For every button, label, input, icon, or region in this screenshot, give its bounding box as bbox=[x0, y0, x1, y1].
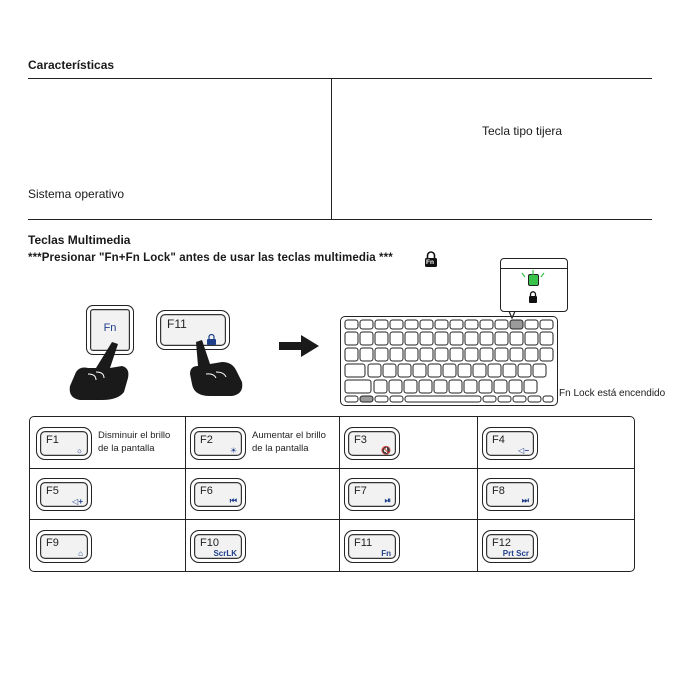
keyboard-key bbox=[488, 364, 501, 377]
keyboard-key bbox=[465, 332, 478, 345]
fn-lock-icon bbox=[424, 251, 438, 267]
brightness-down-icon: ☼ bbox=[75, 446, 83, 455]
keyboard-key bbox=[368, 364, 381, 377]
function-key-label: F8 bbox=[492, 485, 505, 497]
function-key-f12 bbox=[482, 530, 538, 563]
keyboard-key bbox=[345, 380, 371, 393]
keyboard-key bbox=[543, 396, 553, 402]
function-key-label: F10 bbox=[200, 537, 219, 549]
specs-top-rule bbox=[28, 78, 652, 79]
function-key-label: F4 bbox=[492, 434, 505, 446]
keyboard-key bbox=[405, 320, 418, 329]
keyboard-key bbox=[375, 396, 388, 402]
volume-up-icon: ◁+ bbox=[72, 497, 83, 506]
specs-title: Características bbox=[28, 58, 115, 72]
keyboard-key bbox=[428, 364, 441, 377]
brightness-up-icon: ☀ bbox=[229, 446, 237, 455]
keyboard-key bbox=[405, 348, 418, 361]
keyboard-key bbox=[495, 332, 508, 345]
keyboard-key bbox=[345, 364, 365, 377]
keyboard-key bbox=[435, 332, 448, 345]
function-key-f10 bbox=[190, 530, 246, 563]
keyboard-key bbox=[518, 364, 531, 377]
keyboard-key bbox=[513, 396, 526, 402]
keyboard-key bbox=[374, 380, 387, 393]
next-track-icon: ⏭ bbox=[521, 496, 529, 505]
keyboard-key bbox=[443, 364, 456, 377]
spec-label-os: Sistema operativo bbox=[28, 187, 125, 201]
keyboard-key bbox=[390, 396, 403, 402]
keyboard-key bbox=[498, 396, 511, 402]
keyboard-key bbox=[483, 396, 496, 402]
keyboard-key bbox=[533, 364, 546, 377]
keyboard-key bbox=[503, 364, 516, 377]
pressing-hand-icon bbox=[66, 340, 136, 402]
function-key-f2 bbox=[190, 427, 246, 460]
keyboard-key bbox=[473, 364, 486, 377]
function-key-f7 bbox=[344, 478, 400, 511]
mute-icon: 🔇 bbox=[381, 446, 391, 455]
function-key-f8 bbox=[482, 478, 538, 511]
function-key-label: F11 bbox=[354, 537, 373, 549]
keyboard-key bbox=[480, 320, 493, 329]
pressing-hand-icon bbox=[186, 340, 248, 398]
keyboard-key bbox=[510, 332, 523, 345]
fn-lock-on-caption: Fn Lock está encendido bbox=[559, 388, 666, 399]
keyboard-key bbox=[528, 396, 541, 402]
keyboard-key bbox=[360, 332, 373, 345]
keyboard-key bbox=[375, 332, 388, 345]
keyboard-key bbox=[494, 380, 507, 393]
keyboard-key bbox=[540, 320, 553, 329]
function-key-label: F12 bbox=[492, 537, 511, 549]
keyboard-key bbox=[413, 364, 426, 377]
lock-icon bbox=[528, 291, 538, 303]
keyboard-illustration bbox=[340, 316, 558, 406]
keyboard-key bbox=[390, 348, 403, 361]
specs-bottom-rule bbox=[28, 219, 652, 220]
keyboard-key bbox=[420, 320, 433, 329]
fn-lock-icon-label: Fn bbox=[426, 258, 434, 266]
keyboard-key bbox=[389, 380, 402, 393]
volume-down-icon: ◁− bbox=[518, 446, 529, 455]
keyboard-key bbox=[510, 348, 523, 361]
keyboard-key bbox=[360, 320, 373, 329]
keyboard-key bbox=[480, 348, 493, 361]
keyboard-key bbox=[540, 348, 553, 361]
keyboard-key bbox=[449, 380, 462, 393]
multimedia-instruction: ***Presionar "Fn+Fn Lock" antes de usar las teclas multimedia *** bbox=[28, 252, 393, 264]
keyboard-key bbox=[435, 348, 448, 361]
keyboard-key bbox=[525, 332, 538, 345]
keyboard-key bbox=[465, 348, 478, 361]
description-line: de la pantalla bbox=[252, 443, 309, 454]
keyboard-key bbox=[383, 364, 396, 377]
description-line: de la pantalla bbox=[98, 443, 155, 454]
keyboard-key bbox=[420, 348, 433, 361]
keyboard-key bbox=[405, 396, 481, 402]
keyboard-keys bbox=[341, 317, 557, 405]
keyboard-key bbox=[375, 348, 388, 361]
function-key-f4 bbox=[482, 427, 538, 460]
function-key-f6 bbox=[190, 478, 246, 511]
keyboard-key bbox=[495, 320, 508, 329]
glow-lines-icon bbox=[519, 269, 547, 279]
fn-lock-icon: Fn bbox=[381, 549, 391, 558]
keyboard-key bbox=[398, 364, 411, 377]
fn-key-label: Fn bbox=[103, 322, 117, 334]
keyboard-key bbox=[450, 332, 463, 345]
keyboard-key bbox=[390, 320, 403, 329]
keyboard-key bbox=[525, 348, 538, 361]
play-pause-icon: ⏯ bbox=[384, 496, 391, 505]
keyboard-key bbox=[495, 348, 508, 361]
function-key-f5 bbox=[36, 478, 92, 511]
keyboard-key bbox=[450, 348, 463, 361]
function-key-table bbox=[29, 416, 635, 572]
previous-track-icon: ⏮ bbox=[229, 496, 237, 505]
keyboard-key bbox=[435, 320, 448, 329]
specs-column-divider bbox=[331, 78, 332, 219]
multimedia-title: Teclas Multimedia bbox=[28, 233, 131, 247]
function-key-description bbox=[252, 429, 326, 455]
keyboard-key bbox=[464, 380, 477, 393]
keyboard-key bbox=[450, 320, 463, 329]
function-key-label: F9 bbox=[46, 537, 59, 549]
function-key-label: F2 bbox=[200, 434, 213, 446]
keyboard-key bbox=[525, 320, 538, 329]
keyboard-key bbox=[375, 320, 388, 329]
scroll-lock-icon: ScrLK bbox=[213, 549, 237, 558]
keyboard-key bbox=[345, 348, 358, 361]
keyboard-key bbox=[509, 380, 522, 393]
function-key-f9 bbox=[36, 530, 92, 563]
spec-value-key-type: Tecla tipo tijera bbox=[482, 124, 563, 138]
print-screen-icon: Prt Scr bbox=[502, 549, 529, 558]
function-key-label: F7 bbox=[354, 485, 367, 497]
keyboard-key bbox=[345, 332, 358, 345]
function-key-label: F1 bbox=[46, 434, 59, 446]
keyboard-key bbox=[345, 320, 358, 329]
fn-lock-key-highlight bbox=[510, 320, 523, 329]
function-key-f3 bbox=[344, 427, 400, 460]
keyboard-key bbox=[405, 332, 418, 345]
keyboard-key bbox=[345, 396, 358, 402]
arrow-right-icon bbox=[279, 335, 319, 357]
function-key-f1 bbox=[36, 427, 92, 460]
fn-lock-indicator-callout bbox=[500, 258, 568, 312]
keyboard-key bbox=[434, 380, 447, 393]
keyboard-key bbox=[480, 332, 493, 345]
keyboard-key bbox=[540, 332, 553, 345]
keyboard-key bbox=[458, 364, 471, 377]
keyboard-key bbox=[465, 320, 478, 329]
fn-key-highlight bbox=[360, 396, 373, 402]
function-key-label: F6 bbox=[200, 485, 213, 497]
keyboard-key bbox=[404, 380, 417, 393]
keyboard-key bbox=[390, 332, 403, 345]
keyboard-key bbox=[360, 348, 373, 361]
description-line: Aumentar el brillo bbox=[252, 430, 326, 441]
function-key-label: F3 bbox=[354, 434, 367, 446]
keyboard-key bbox=[524, 380, 537, 393]
function-key-description bbox=[98, 429, 170, 455]
keyboard-key bbox=[419, 380, 432, 393]
home-icon: ⌂ bbox=[78, 549, 83, 558]
keyboard-key bbox=[479, 380, 492, 393]
description-line: Disminuir el brillo bbox=[98, 430, 171, 441]
function-key-label: F5 bbox=[46, 485, 59, 497]
function-key-f11 bbox=[344, 530, 400, 563]
keyboard-key bbox=[420, 332, 433, 345]
f11-key-label: F11 bbox=[167, 317, 187, 331]
